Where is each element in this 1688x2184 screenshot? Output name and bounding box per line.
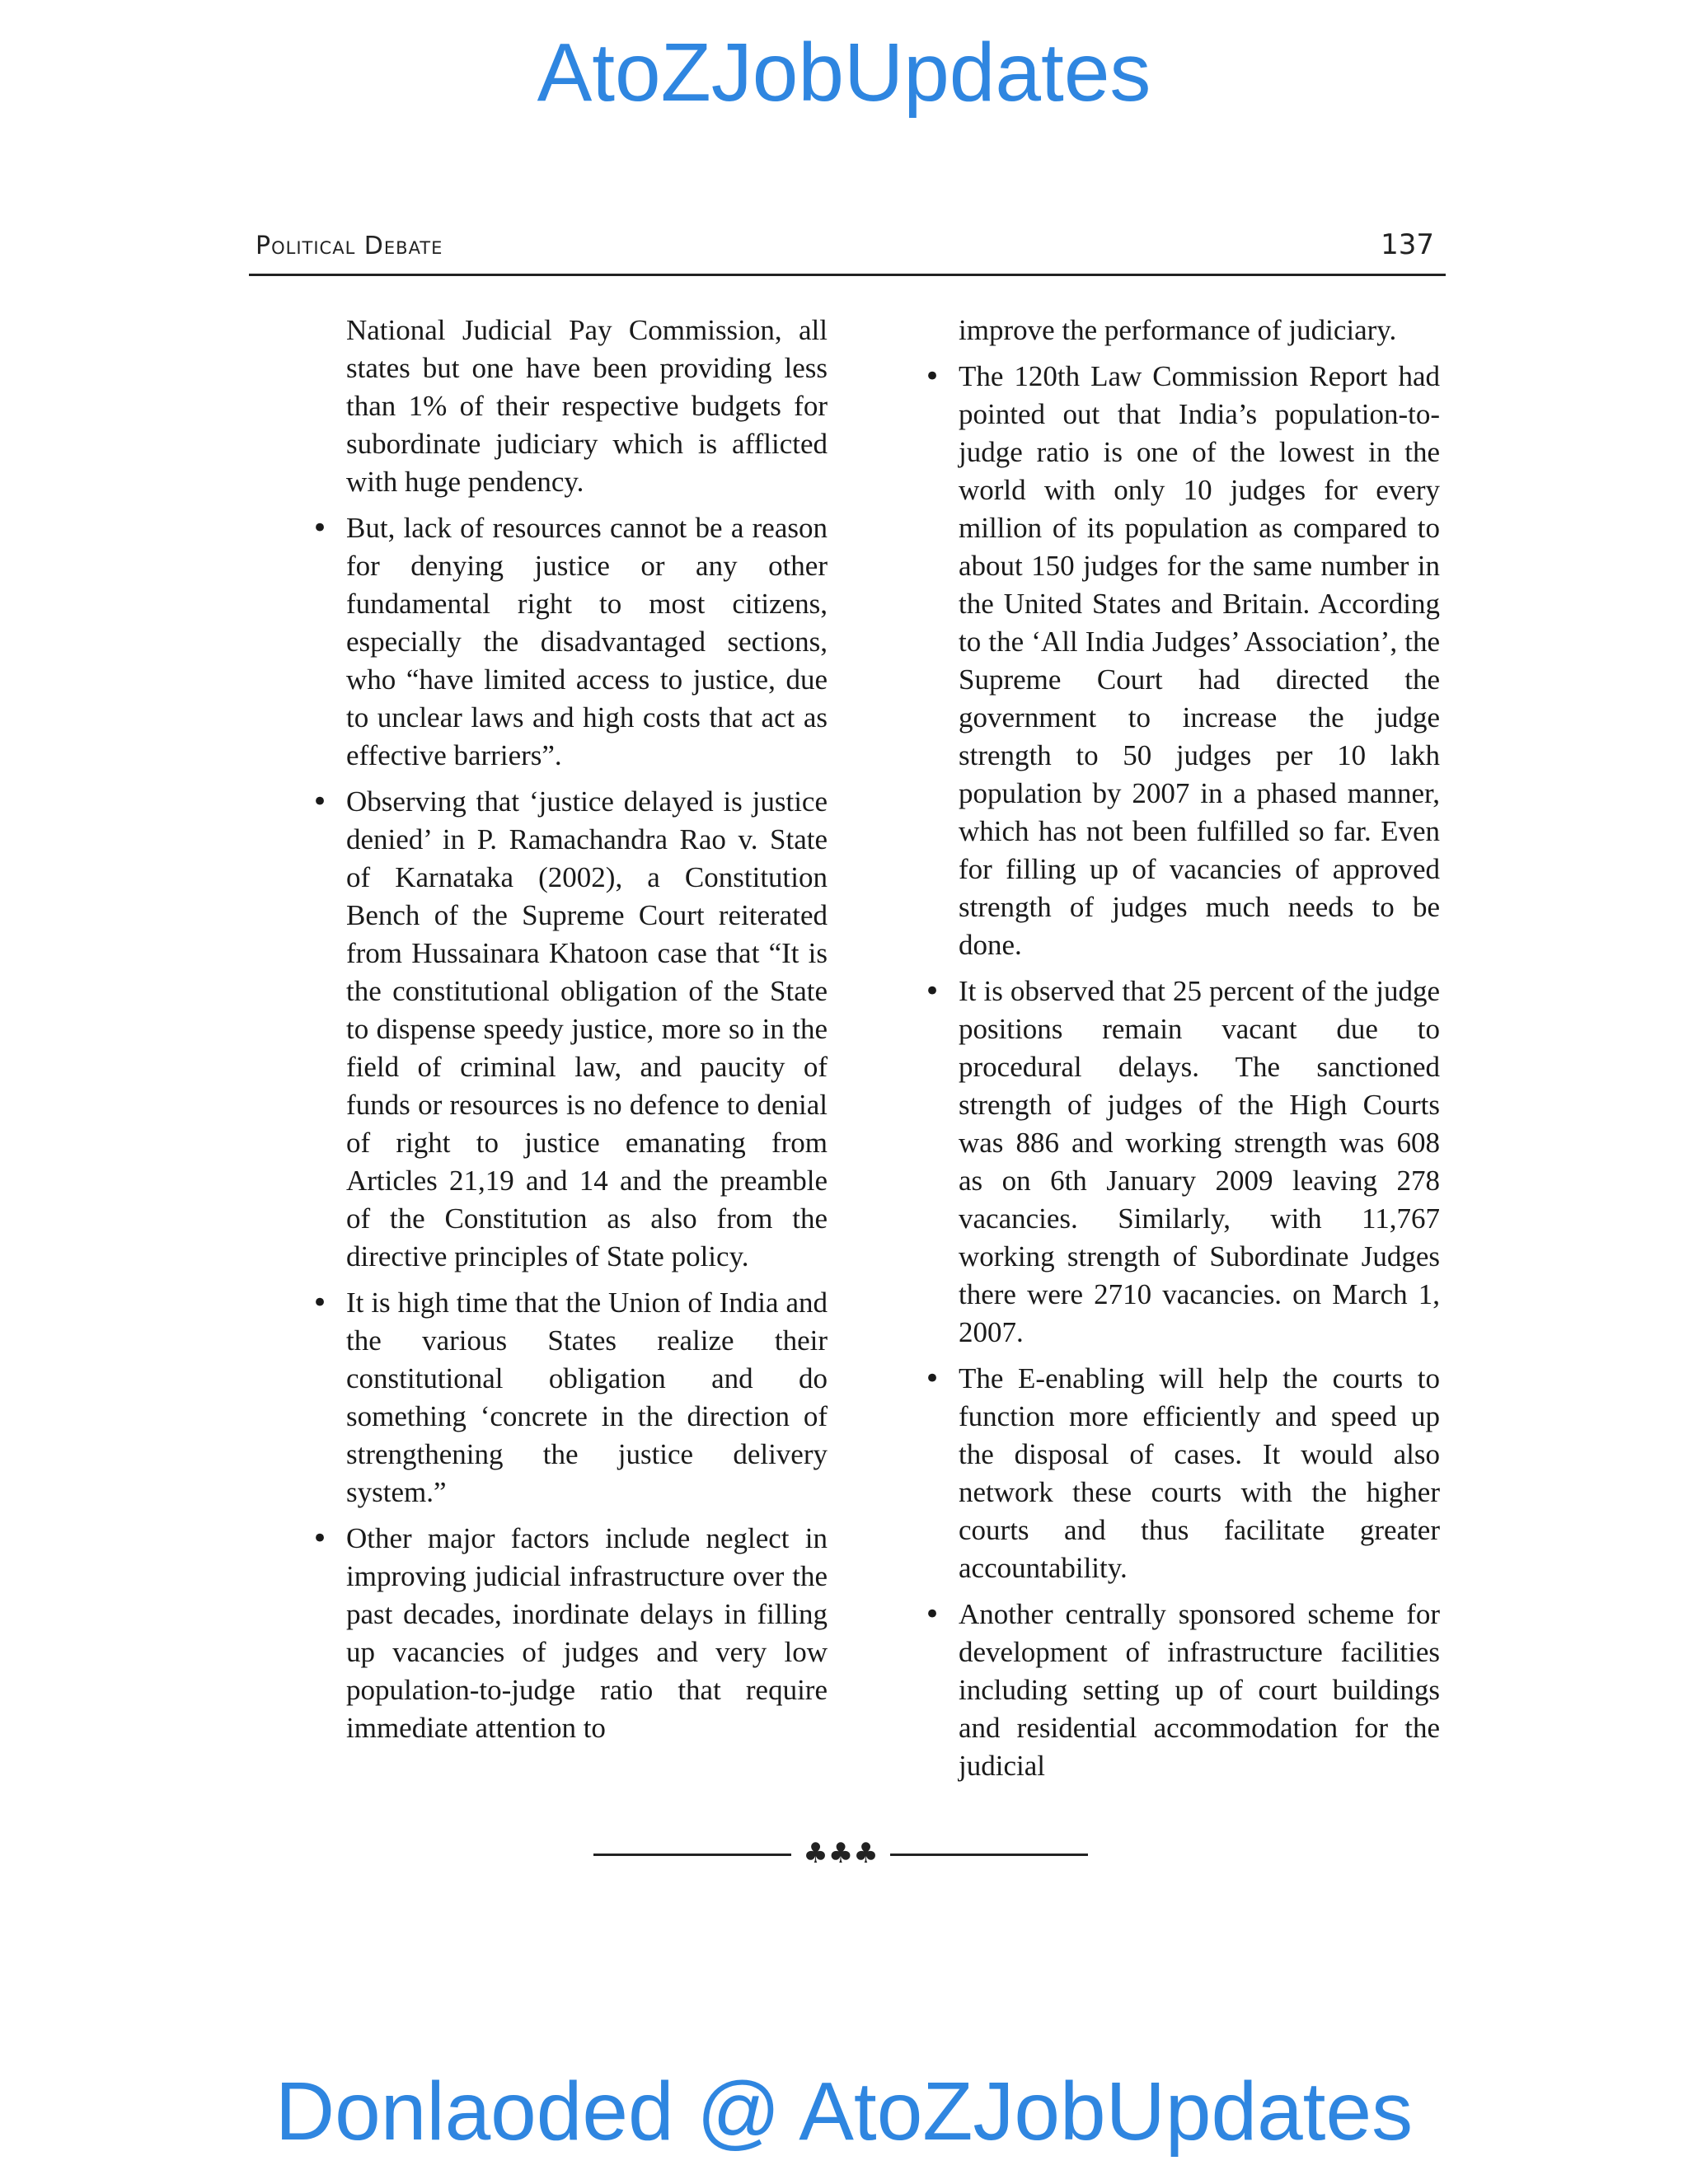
bullet-text: It is high time that the Union of India and the various States realize their constitutional obligation and do something ‘concrete in the direction of strengthening the justice delivery system.” xyxy=(346,1286,828,1508)
left-bullet-item xyxy=(312,1520,828,1747)
bullet-icon: • xyxy=(312,1522,329,1555)
ornament-rule-left xyxy=(593,1854,791,1856)
watermark-bottom: Donlaoded @ AtoZJobUpdates xyxy=(274,2065,1414,2158)
bullet-text: Another centrally sponsored scheme for development of infrastructure facilities including setting up of court buildings and residential accommodation for the judicial xyxy=(959,1598,1440,1782)
bullet-icon: • xyxy=(312,512,329,545)
bullet-text: Observing that ‘justice delayed is justice denied’ in P. Ramachandra Rao v. State of Karnataka (2002), a Constitution Bench of the Supreme Court reiterated from Hussainara Khatoon case that “It is the constitutional obligation of the State to dispense speedy justice, more so in the field of criminal law, and paucity of funds or resources is no defence to denial of right to justice emanating from Articles 21,19 and 14 and the preamble of the Constitution as also from the directive principles of State policy. xyxy=(346,785,828,1272)
right-column xyxy=(924,312,1440,1793)
left-bullet-item xyxy=(312,1284,828,1511)
bullet-icon: • xyxy=(312,785,329,818)
right-bullet-item xyxy=(924,972,1440,1352)
bullet-text: The 120th Law Commission Report had pointed out that India’s population-to-judge ratio is one of the lowest in the world with only 10 judges for every million of its population as compared to about 150 judges for the same number in the United States and Britain. According to the ‘All India Judges’ Association’, the Supreme Court had directed the government to increase the judge strength to 50 judges per 10 lakh population by 2007 in a phased manner, which has not been fulfilled so far. Even for filling up of vacancies of approved strength of judges much needs to be done. xyxy=(959,360,1440,961)
ornament-rule-right xyxy=(890,1854,1088,1856)
running-header xyxy=(249,227,1446,276)
bullet-icon: • xyxy=(924,1362,941,1395)
bullet-text: Other major factors include neglect in improving judicial infrastructure over the past decades, inordinate delays in filling up vacancies of judges and very low population-to-judge ratio that require immediate attention to xyxy=(346,1522,828,1744)
page-number: 137 xyxy=(1381,228,1434,261)
right-bullet-item xyxy=(924,1596,1440,1785)
left-column xyxy=(312,312,828,1755)
right-intro-paragraph: improve the performance of judiciary. xyxy=(959,314,1397,346)
left-bullet-item xyxy=(312,509,828,775)
bullet-icon: • xyxy=(924,975,941,1008)
right-bullet-item xyxy=(924,1360,1440,1587)
bullet-text: The E-enabling will help the courts to function more efficiently and speed up the disposal of cases. It would also network these courts with the higher courts and thus facilitate greater accountability. xyxy=(959,1362,1440,1584)
bullet-icon: • xyxy=(924,1598,941,1631)
bullet-text: But, lack of resources cannot be a reason for denying justice or any other fundamental right to most citizens, especially the disadvantaged sections, who “have limited access to justice, due to unclear laws and high costs that act as effective barriers”. xyxy=(346,512,828,771)
bullet-text: It is observed that 25 percent of the judge positions remain vacant due to procedural delays. The sanctioned strength of judges of the High Courts was 886 and working strength was 608 as on 6th January 2009 leaving 278 vacancies. Similarly, with 11,767 working strength of Subordinate Judges there were 2710 vacancies. on March 1, 2007. xyxy=(959,975,1440,1348)
section-end-ornament xyxy=(593,1835,1088,1872)
bullet-icon: • xyxy=(312,1286,329,1319)
left-bullet-item xyxy=(312,783,828,1276)
bullet-icon: • xyxy=(924,360,941,393)
watermark-top: AtoZJobUpdates xyxy=(537,26,1151,119)
left-intro-paragraph: National Judicial Pay Commission, all states but one have been providing less than 1% of their respective budgets for subordinate judiciary which is afflicted with huge pendency. xyxy=(346,314,828,498)
club-suits-icon: ♣♣♣ xyxy=(803,1837,879,1870)
right-bullet-item xyxy=(924,358,1440,964)
running-title: Political Debate xyxy=(256,232,443,260)
